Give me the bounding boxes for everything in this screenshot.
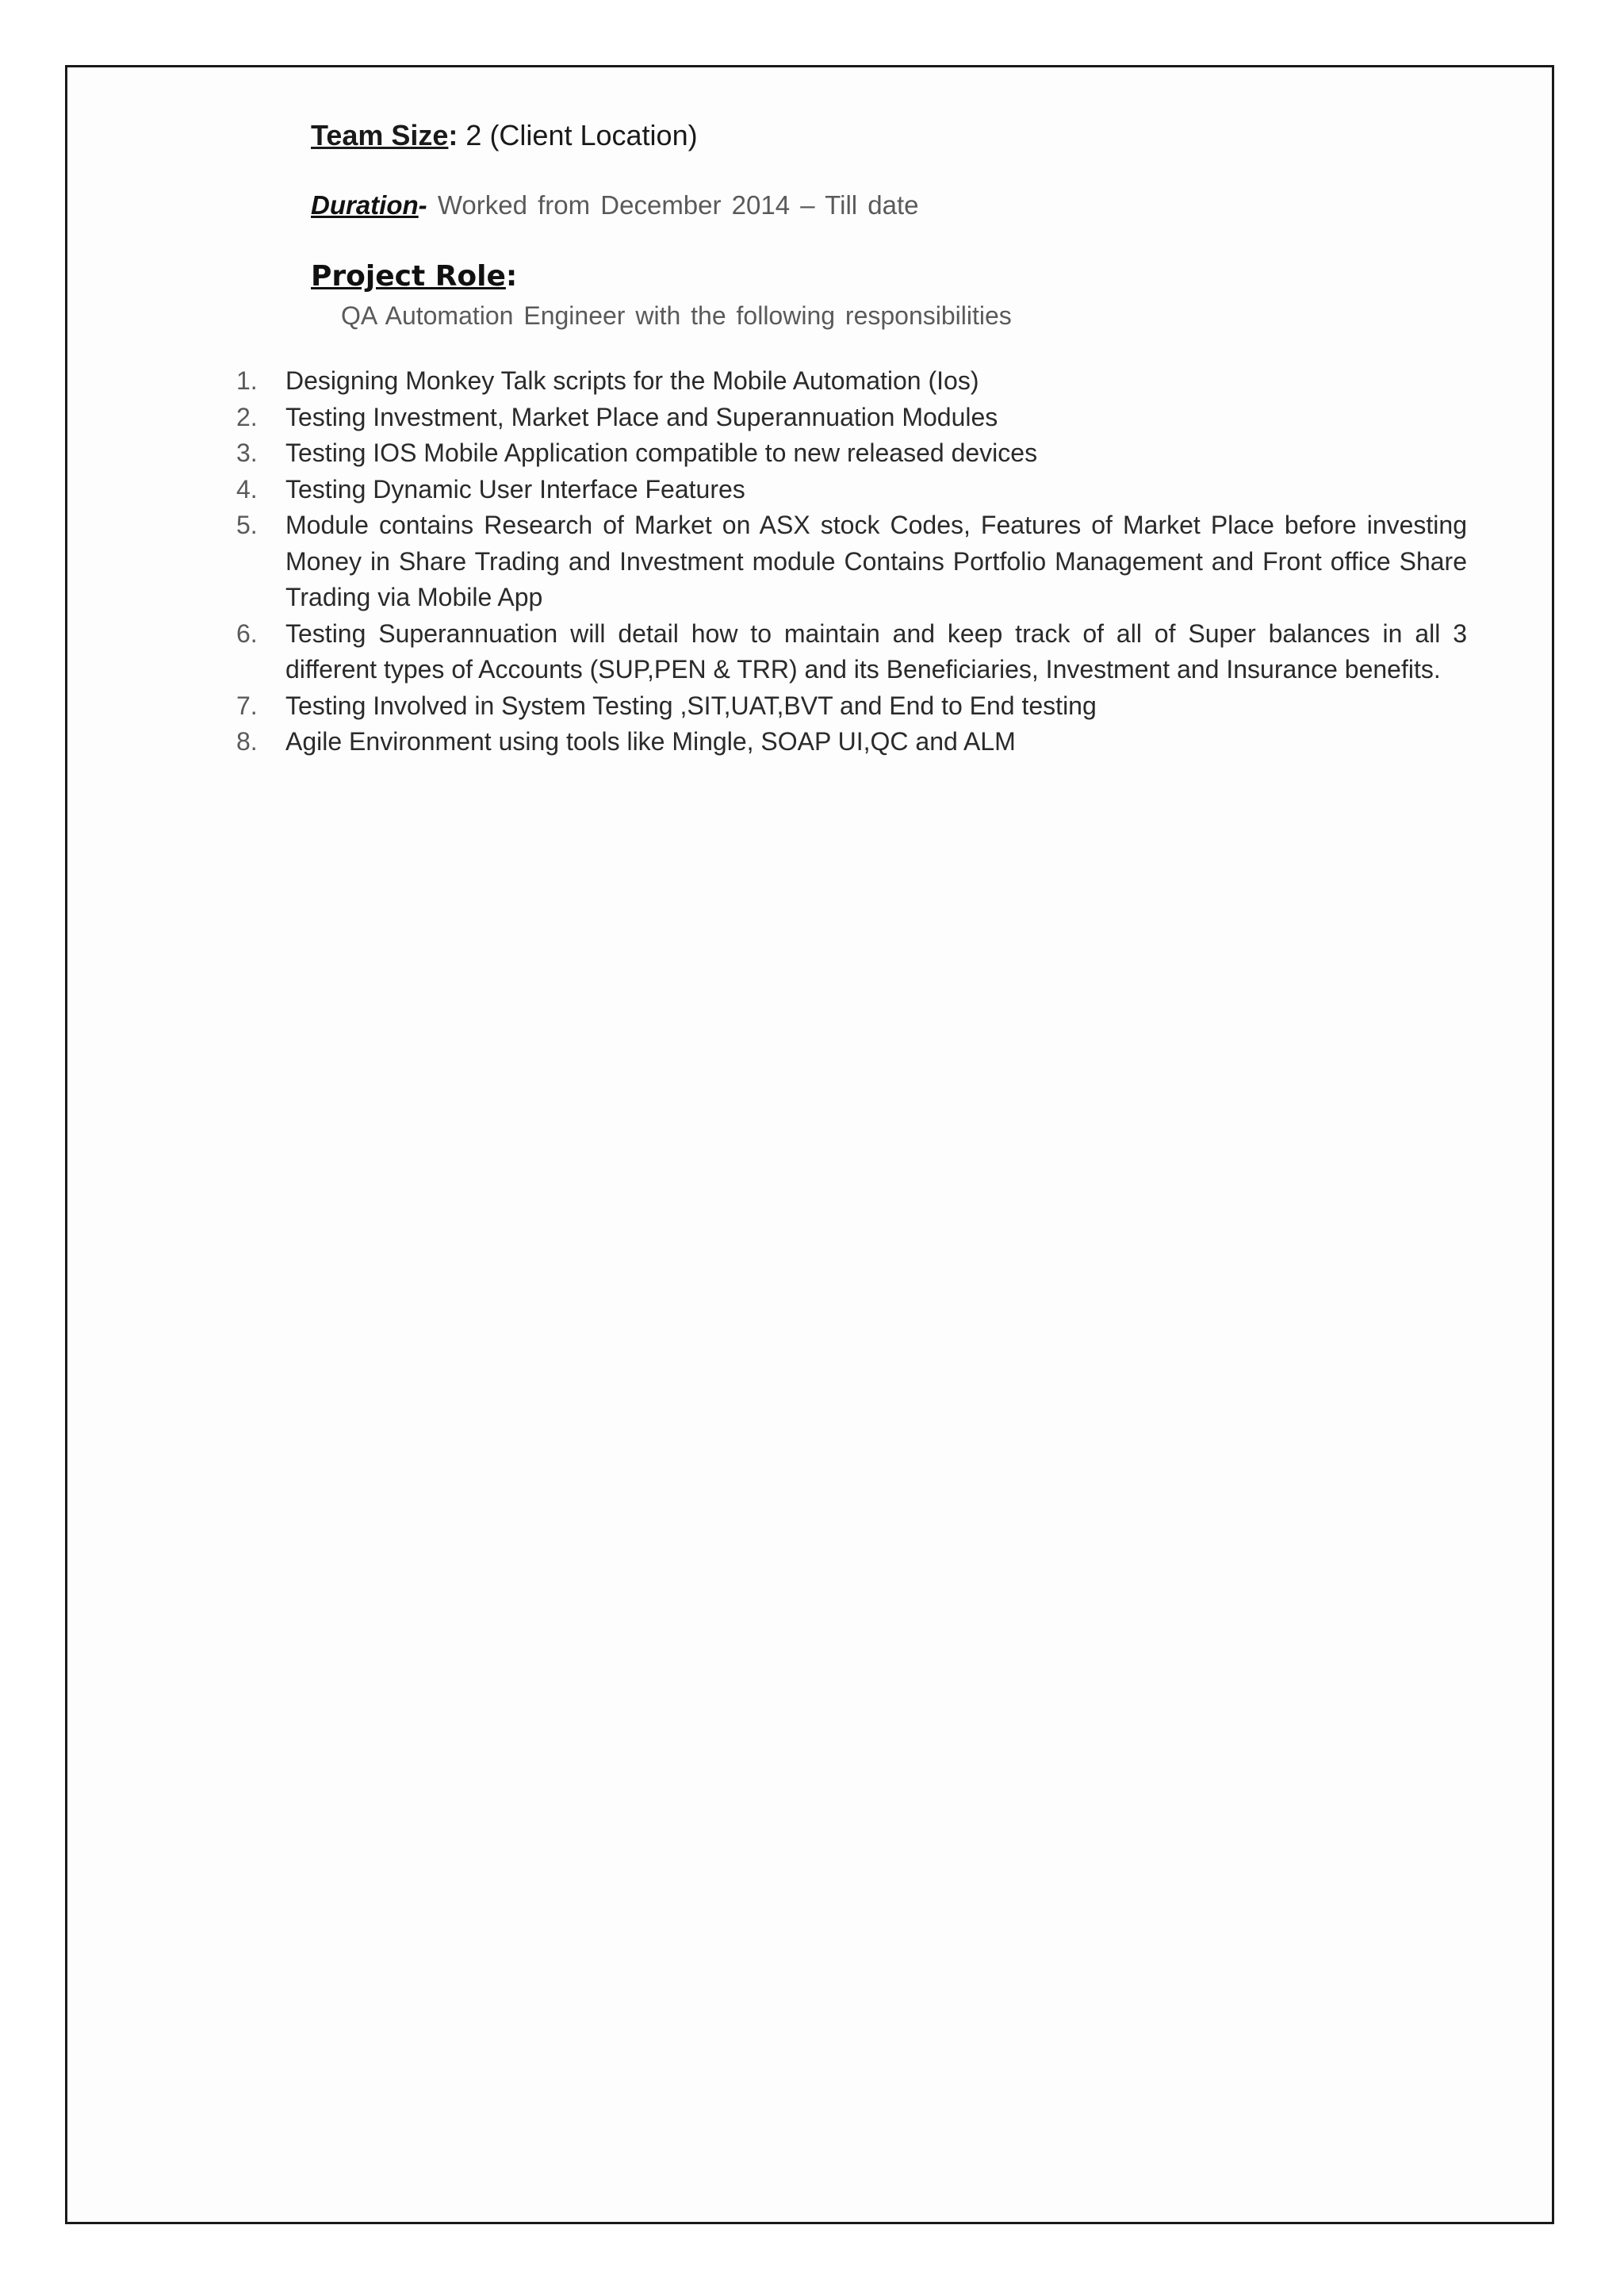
responsibilities-list (230, 363, 1467, 760)
team-size-colon: : (448, 119, 458, 151)
list-item-text: Module contains Research of Market on ASX stock Codes, Features of Market Place before investing Money in Share Trading and Investment module Contains Portfolio Management and Front office Share Trading via Mobile App (285, 511, 1467, 611)
team-size-line (311, 119, 698, 152)
list-item (230, 400, 1467, 436)
list-item-number: 7. (236, 691, 258, 720)
project-role-label: Project Role (311, 260, 506, 293)
project-role-colon: : (505, 260, 518, 293)
list-item-number: 2. (236, 402, 258, 431)
list-item-text: Designing Monkey Talk scripts for the Mobile Automation (Ios) (285, 366, 979, 395)
duration-line (311, 190, 919, 220)
list-item-number: 1. (236, 366, 258, 395)
team-size-value: 2 (Client Location) (458, 119, 698, 151)
duration-value: Worked from December 2014 – Till date (427, 190, 919, 220)
duration-label: Duration (311, 190, 419, 220)
role-description: QA Automation Engineer with the following responsibilities (341, 301, 1012, 330)
list-item-text: Testing Investment, Market Place and Superannuation Modules (285, 402, 998, 431)
list-item-number: 8. (236, 727, 258, 756)
team-size-label: Team Size (311, 119, 449, 151)
list-item-text: Agile Environment using tools like Mingle, SOAP UI,QC and ALM (285, 727, 1016, 756)
list-item (230, 435, 1467, 472)
project-role-heading (311, 260, 517, 293)
list-item (230, 724, 1467, 760)
list-item-text: Testing Involved in System Testing ,SIT,UAT,BVT and End to End testing (285, 691, 1097, 720)
list-item-text: Testing IOS Mobile Application compatible to new released devices (285, 439, 1038, 467)
list-item-text: Testing Dynamic User Interface Features (285, 474, 745, 504)
list-item-number: 5. (236, 511, 258, 539)
list-item (230, 363, 1467, 400)
list-item (230, 616, 1467, 688)
list-item-number: 3. (236, 439, 258, 467)
list-item (230, 472, 1467, 508)
list-item (230, 507, 1467, 616)
list-item-text: Testing Superannuation will detail how to maintain and keep track of all of Super balances in all 3 different types of Accounts (SUP,PEN & TRR) and its Beneficiaries, Investment and Insurance benefits. (285, 618, 1467, 684)
list-item-number: 6. (236, 618, 258, 648)
list-item-number: 4. (236, 474, 258, 504)
duration-dash: - (418, 190, 427, 220)
list-item (230, 688, 1467, 725)
